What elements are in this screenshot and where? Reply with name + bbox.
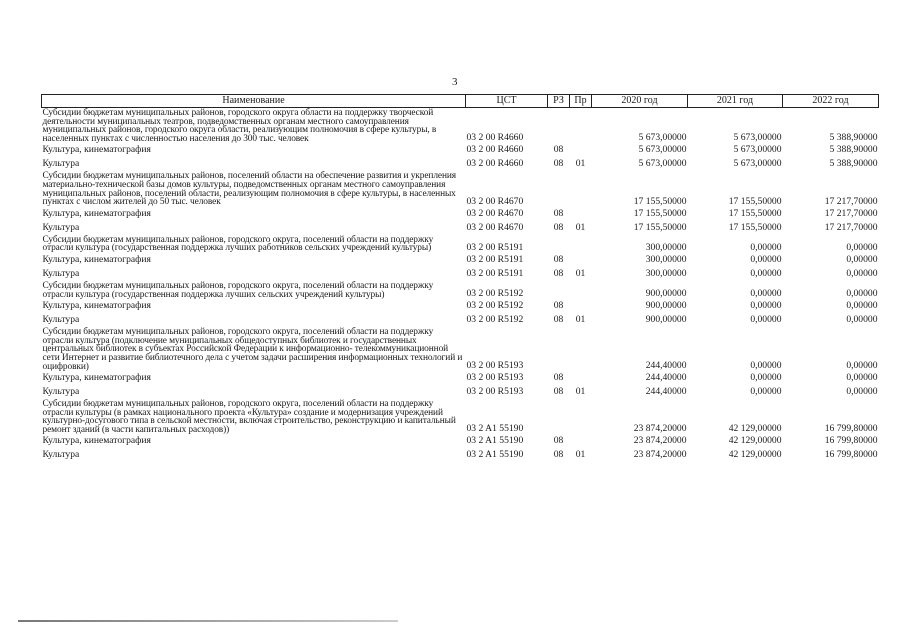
cell-rz: 08 — [553, 386, 564, 398]
cell-cst: 03 2 00 R5192 — [466, 300, 524, 312]
header-2020: 2020 год — [592, 95, 688, 108]
cell-y2020: 300,00000 — [645, 253, 687, 265]
cell-y2021: 5 673,00000 — [733, 132, 782, 144]
table-row — [42, 221, 879, 235]
cell-cst: 03 2 00 R5192 — [466, 288, 524, 300]
cell-pr: 01 — [575, 449, 586, 461]
cell-rz: 08 — [553, 267, 564, 279]
cell-y2022: 0,00000 — [846, 386, 878, 398]
cell-rz — [548, 281, 570, 299]
header-rz: РЗ — [548, 95, 570, 108]
cell-rz: 08 — [553, 158, 564, 170]
table-row — [42, 253, 879, 267]
cell-name: Культура — [42, 221, 80, 233]
cell-name: Субсидии бюджетам муниципальных районов, городского округа, поселений области на поддержку отрасли культура (государственная поддержка лучших работников сельских учреждений культуры) — [42, 234, 434, 254]
cell-pr — [570, 299, 592, 313]
cell-cst: 03 2 A1 55190 — [466, 423, 524, 435]
cell-name: Субсидии бюджетам муниципальных районов, городского округа, поселений области на поддержку отрасли культура (подключение муниципальных общедоступных библиотек и государственных центральных библиотек в субъектах Российской Федерации к информационно- телекоммуникационной сети Интернет и развитие библиотечного дела с учетом задачи расширения информационных технологий и оцифровки) — [42, 327, 463, 372]
budget-table — [41, 94, 879, 462]
cell-name: Субсидии бюджетам муниципальных районов, городского округа, поселений области на поддержку отрасли культура (государственная поддержка лучших сельских учреждений культуры) — [42, 280, 434, 300]
table-row — [42, 313, 879, 327]
cell-y2022: 0,00000 — [846, 300, 878, 312]
cell-pr — [570, 399, 592, 434]
cell-pr: 01 — [575, 221, 586, 233]
cell-cst: 03 2 00 R5191 — [466, 253, 524, 265]
cell-y2020: 900,00000 — [645, 300, 687, 312]
cell-pr — [570, 281, 592, 299]
cell-y2021: 0,00000 — [750, 288, 782, 300]
cell-y2020: 17 155,50000 — [633, 207, 687, 219]
table-row — [42, 371, 879, 385]
table-row-subsidy — [42, 108, 879, 144]
cell-rz — [548, 108, 570, 144]
cell-y2020: 17 155,50000 — [633, 221, 687, 233]
cell-y2020: 244,40000 — [645, 360, 687, 372]
cell-y2020: 23 874,20000 — [633, 423, 687, 435]
cell-cst: 03 2 00 R5191 — [466, 267, 524, 279]
cell-cst: 03 2 00 R4670 — [466, 221, 524, 233]
cell-rz: 08 — [553, 372, 564, 384]
cell-y2022: 17 217,70000 — [824, 221, 878, 233]
cell-name: Культура — [42, 386, 80, 398]
cell-y2021: 0,00000 — [750, 300, 782, 312]
cell-pr — [570, 171, 592, 206]
cell-rz: 08 — [553, 253, 564, 265]
cell-y2022: 0,00000 — [846, 241, 878, 253]
cell-name: Культура, кинематография — [42, 144, 151, 156]
cell-name: Субсидии бюджетам муниципальных районов, городского округа, поселений области на поддержку отрасли культуры (в рамках национального проекта «Культура» создание и модернизация учреждений культурно-досугового типа в сельской местности, включая строительство, реконструкцию и капитальный ремонт зданий (в части капитальных расходов)) — [42, 399, 456, 435]
table-row-subsidy — [42, 281, 879, 299]
cell-y2021: 5 673,00000 — [733, 158, 782, 170]
cell-y2021: 0,00000 — [750, 314, 782, 326]
cell-name: Культура — [42, 158, 80, 170]
cell-pr — [570, 327, 592, 371]
cell-y2021: 0,00000 — [750, 253, 782, 265]
cell-name: Культура, кинематография — [42, 207, 151, 219]
cell-y2020: 244,40000 — [645, 386, 687, 398]
scan-artifact-line — [18, 620, 398, 622]
cell-pr: 01 — [575, 158, 586, 170]
cell-y2020: 900,00000 — [645, 288, 687, 300]
cell-y2021: 0,00000 — [750, 360, 782, 372]
cell-rz — [548, 399, 570, 434]
cell-pr — [570, 253, 592, 267]
cell-cst: 03 2 00 R5193 — [466, 386, 524, 398]
cell-rz — [548, 235, 570, 253]
cell-y2021: 0,00000 — [750, 241, 782, 253]
cell-y2022: 17 217,70000 — [824, 207, 878, 219]
table-row — [42, 143, 879, 157]
cell-y2022: 16 799,80000 — [824, 435, 878, 447]
cell-y2020: 5 673,00000 — [638, 144, 687, 156]
cell-y2021: 0,00000 — [750, 267, 782, 279]
cell-name: Субсидии бюджетам муниципальных районов, поселений области на обеспечение развития и укрепления материально-технической базы домов культуры, подведомственных органам местного самоуправления муниципальных районов, поселений области, реализующим полномочия в сфере культуры, в населенных пунктах с числом жителей до 50 тыс. человек — [42, 171, 457, 208]
header-name: Наименование — [42, 95, 466, 108]
cell-cst: 03 2 00 R5191 — [466, 241, 524, 253]
cell-y2022: 5 388,90000 — [829, 158, 878, 170]
cell-cst: 03 2 00 R5192 — [466, 314, 524, 326]
cell-name: Культура — [42, 314, 80, 326]
cell-cst: 03 2 00 R4670 — [466, 207, 524, 219]
cell-cst: 03 2 A1 55190 — [466, 449, 524, 461]
table-row-subsidy — [42, 235, 879, 253]
cell-rz: 08 — [553, 144, 564, 156]
cell-name: Культура, кинематография — [42, 300, 151, 312]
cell-name: Культура — [42, 267, 80, 279]
table-row-subsidy — [42, 399, 879, 434]
cell-name: Культура, кинематография — [42, 435, 151, 447]
cell-pr — [570, 235, 592, 253]
cell-name: Субсидии бюджетам муниципальных районов, городского округа области на поддержку творческой деятельности муниципальных театров, подведомственных органам местного самоуправления муниципальных районов, городского округа области, реализующим полномочия в сфере культуры, в населенных пунктах с численностью населения до 300 тыс. человек — [42, 108, 437, 144]
table-row — [42, 434, 879, 448]
cell-pr: 01 — [575, 267, 586, 279]
cell-y2022: 0,00000 — [846, 267, 878, 279]
table-row — [42, 385, 879, 399]
cell-rz: 08 — [553, 300, 564, 312]
cell-y2022: 16 799,80000 — [824, 449, 878, 461]
cell-y2021: 42 129,00000 — [728, 449, 782, 461]
cell-y2022: 17 217,70000 — [824, 195, 878, 207]
cell-y2020: 300,00000 — [645, 267, 687, 279]
cell-y2020: 300,00000 — [645, 241, 687, 253]
cell-y2022: 0,00000 — [846, 372, 878, 384]
cell-name: Культура, кинематография — [42, 372, 151, 384]
cell-y2020: 900,00000 — [645, 314, 687, 326]
cell-pr: 01 — [575, 314, 586, 326]
cell-y2022: 0,00000 — [846, 360, 878, 372]
cell-y2022: 0,00000 — [846, 288, 878, 300]
cell-y2020: 244,40000 — [645, 372, 687, 384]
cell-y2020: 23 874,20000 — [633, 435, 687, 447]
cell-cst: 03 2 00 R5193 — [466, 360, 524, 372]
table-row — [42, 207, 879, 221]
table-header-row — [42, 95, 879, 108]
cell-y2021: 42 129,00000 — [728, 423, 782, 435]
cell-y2021: 5 673,00000 — [733, 144, 782, 156]
cell-y2021: 17 155,50000 — [728, 195, 782, 207]
cell-name: Культура, кинематография — [42, 253, 151, 265]
cell-rz: 08 — [553, 449, 564, 461]
table-body — [42, 108, 879, 463]
header-pr: Пр — [570, 95, 592, 108]
header-2021: 2021 год — [688, 95, 783, 108]
cell-pr: 01 — [575, 386, 586, 398]
cell-cst: 03 2 00 R5193 — [466, 372, 524, 384]
cell-pr — [570, 143, 592, 157]
table-row — [42, 448, 879, 462]
cell-cst: 03 2 A1 55190 — [466, 435, 524, 447]
cell-y2022: 0,00000 — [846, 253, 878, 265]
cell-cst: 03 2 00 R4660 — [466, 158, 524, 170]
cell-cst: 03 2 00 R4670 — [466, 195, 524, 207]
cell-y2020: 23 874,20000 — [633, 449, 687, 461]
cell-y2021: 17 155,50000 — [728, 207, 782, 219]
table-row — [42, 299, 879, 313]
cell-pr — [570, 108, 592, 144]
cell-y2020: 5 673,00000 — [638, 158, 687, 170]
cell-y2022: 0,00000 — [846, 314, 878, 326]
table-row — [42, 267, 879, 281]
cell-y2021: 42 129,00000 — [728, 435, 782, 447]
table-row-subsidy — [42, 171, 879, 206]
cell-rz: 08 — [553, 207, 564, 219]
cell-cst: 03 2 00 R4660 — [466, 132, 524, 144]
cell-name: Культура — [42, 449, 80, 461]
cell-y2020: 5 673,00000 — [638, 132, 687, 144]
cell-y2021: 17 155,50000 — [728, 221, 782, 233]
page-number: 3 — [452, 76, 458, 88]
cell-y2020: 17 155,50000 — [633, 195, 687, 207]
cell-y2021: 0,00000 — [750, 372, 782, 384]
cell-pr — [570, 371, 592, 385]
cell-y2022: 5 388,90000 — [829, 144, 878, 156]
cell-pr — [570, 207, 592, 221]
cell-pr — [570, 434, 592, 448]
table-row — [42, 157, 879, 171]
cell-rz: 08 — [553, 221, 564, 233]
cell-y2021: 0,00000 — [750, 386, 782, 398]
cell-rz — [548, 171, 570, 206]
cell-cst: 03 2 00 R4660 — [466, 144, 524, 156]
cell-rz: 08 — [553, 435, 564, 447]
header-2022: 2022 год — [783, 95, 879, 108]
cell-y2022: 5 388,90000 — [829, 132, 878, 144]
cell-rz — [548, 327, 570, 371]
cell-rz: 08 — [553, 314, 564, 326]
table-row-subsidy — [42, 327, 879, 371]
header-cst: ЦСТ — [466, 95, 548, 108]
cell-y2022: 16 799,80000 — [824, 423, 878, 435]
